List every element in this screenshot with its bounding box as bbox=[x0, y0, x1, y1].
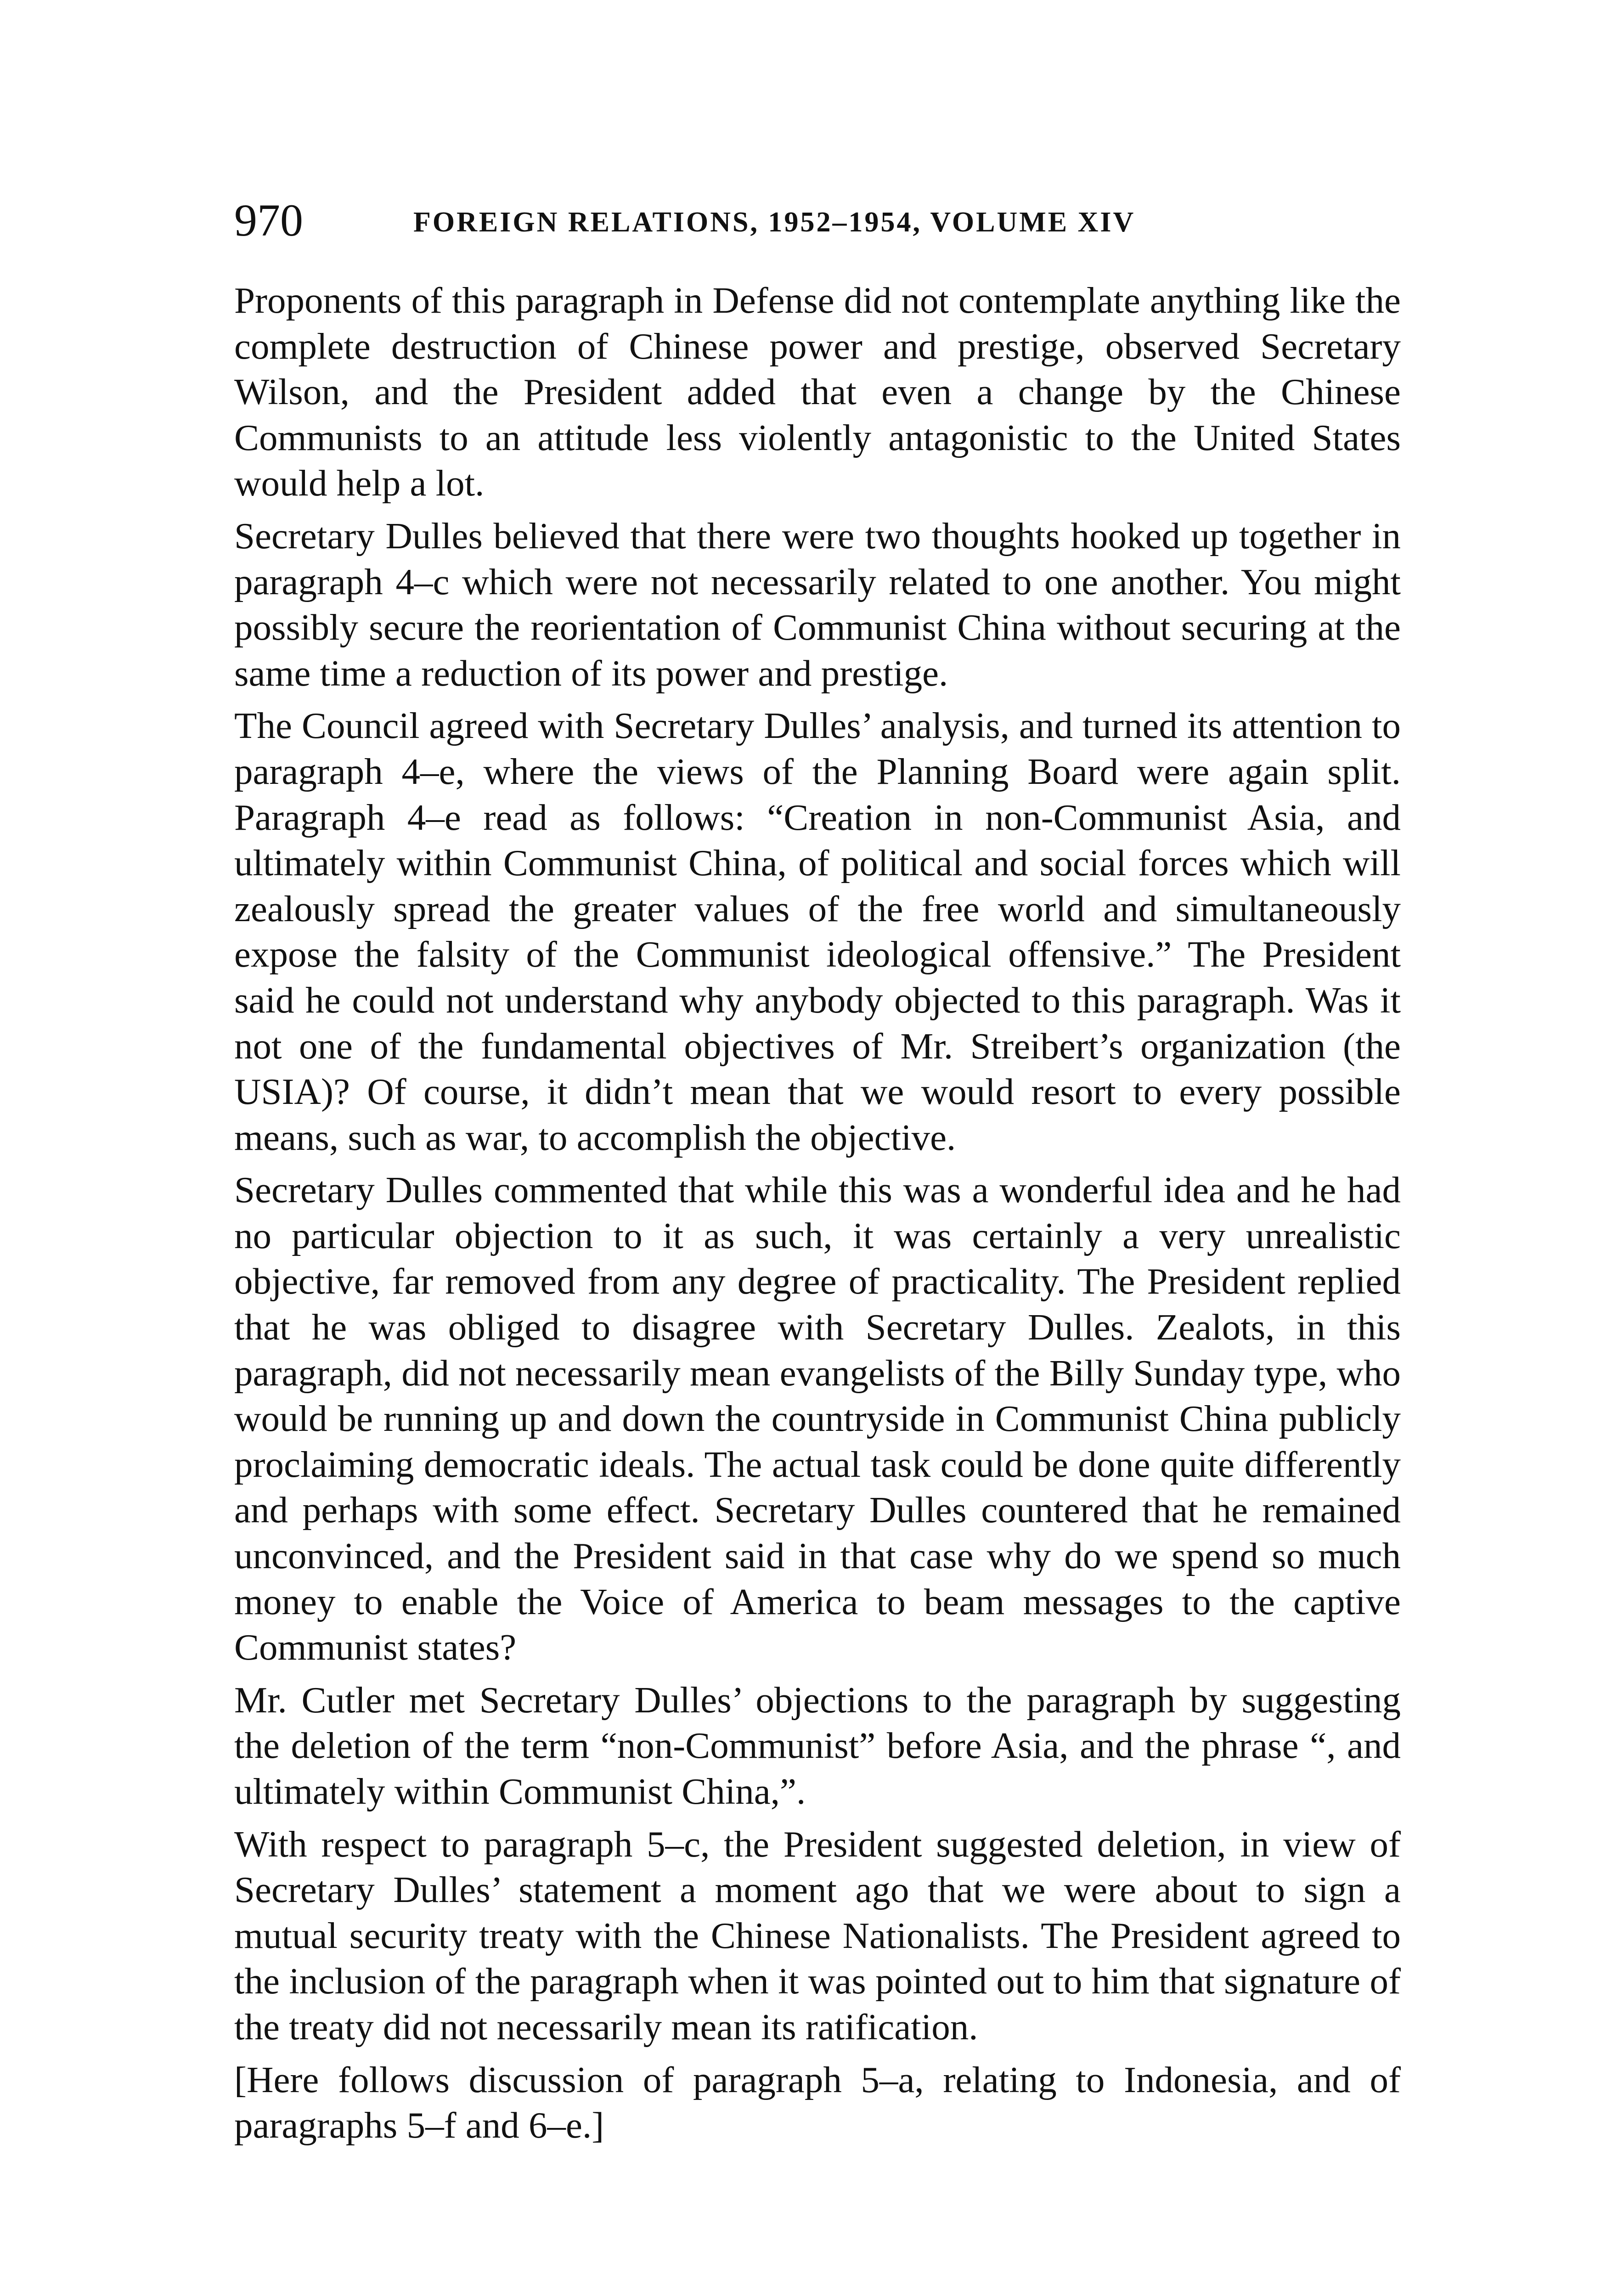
page-number: 970 bbox=[234, 195, 303, 246]
paragraph: Secretary Dulles commented that while this was a wonderful idea and he had no particular objection to it as such, it was certainly a very unrealistic objective, far removed from any degree of practicality. The President replied that he was obliged to disagree with Secretary Dulles. Zealots, in this paragraph, did not necessarily mean evangelists of the Billy Sunday type, who would be running up and down the countryside in Communist China publicly proclaiming democratic ideals. The actual task could be done quite differently and perhaps with some effect. Secretary Dulles countered that he remained unconvinced, and the President said in that case why do we spend so much money to enable the Voice of America to beam messages to the captive Communist states? bbox=[234, 1169, 1401, 1668]
paragraph: Mr. Cutler met Secretary Dulles’ objections to the paragraph by suggesting the deletion of the term “non-Communist” before Asia, and the phrase “, and ultimately within Communist China,”. bbox=[234, 1679, 1401, 1812]
paragraph: Proponents of this paragraph in Defense did not contemplate anything like the complete destruction of Chinese power and prestige, observed Secretary Wilson, and the President added that even a change by the Chinese Communists to an attitude less violently antagonistic to the United States would help a lot. bbox=[234, 280, 1401, 504]
paragraph: The Council agreed with Secretary Dulles’ analysis, and turned its attention to paragraph 4–e, where the views of the Planning Board were again split. Paragraph 4–e read as follows: “Creation in non-Communist Asia, and ultimately within Communist China, of political and social forces which will zealously spread the greater values of the free world and simultaneously expose the falsity of the Communist ideological offensive.” The President said he could not understand why anybody objected to this paragraph. Was it not one of the fundamental objectives of Mr. Streibert’s organization (the USIA)? Of course, it didn’t mean that we would resort to every possible means, such as war, to accomplish the objective. bbox=[234, 705, 1401, 1158]
paragraph: Secretary Dulles believed that there were two thoughts hooked up together in paragraph 4–c which were not necessarily related to one another. You might possibly secure the reorientation of Communist China without securing at the same time a reduction of its power and prestige. bbox=[234, 515, 1401, 694]
body-text bbox=[234, 278, 1401, 2155]
running-head bbox=[234, 193, 1401, 248]
paragraph: With respect to paragraph 5–c, the President suggested deletion, in view of Secretary Dulles’ statement a moment ago that we were about to sign a mutual security treaty with the Chinese Nationalists. The President agreed to the inclusion of the paragraph when it was pointed out to him that signature of the treaty did not necessarily mean its ratification. bbox=[234, 1823, 1401, 2048]
paragraph: [Here follows discussion of paragraph 5–a, relating to Indonesia, and of paragraphs 5–f and 6–e.] bbox=[234, 2059, 1401, 2146]
running-title: FOREIGN RELATIONS, 1952–1954, VOLUME XIV bbox=[413, 207, 1136, 238]
